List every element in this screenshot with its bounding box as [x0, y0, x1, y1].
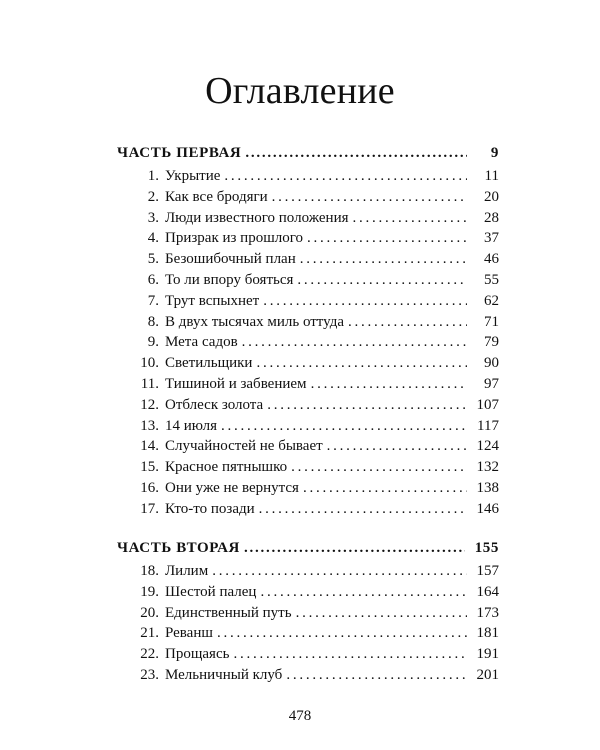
chapter-entry[interactable] — [135, 293, 499, 314]
part-label: ЧАСТЬ ПЕРВАЯ — [117, 145, 242, 161]
chapter-page-number: 201 — [476, 666, 499, 683]
chapter-entry[interactable] — [135, 397, 499, 418]
dot-leader — [296, 605, 467, 622]
chapter-title: Укрытие — [165, 168, 221, 184]
part-label: ЧАСТЬ ВТОРАЯ — [117, 540, 240, 556]
chapter-title: Трут вспыхнет — [165, 292, 260, 309]
chapter-entry[interactable] — [135, 314, 499, 335]
chapter-page-number: 164 — [476, 583, 499, 600]
chapter-title: Они уже не вернутся — [165, 479, 299, 496]
chapter-entry[interactable] — [135, 667, 499, 688]
chapter-title: Лилим — [165, 563, 209, 579]
chapter-title: Реванш — [165, 625, 213, 642]
chapter-number: 13. — [140, 417, 159, 434]
chapter-title: Тишиной и забвением — [165, 375, 307, 392]
chapter-title: Случайностей не бывает — [165, 438, 323, 455]
chapter-entry[interactable] — [135, 646, 499, 667]
chapter-page-number: 157 — [476, 563, 499, 579]
chapter-entry[interactable] — [135, 584, 499, 605]
dot-leader — [245, 145, 467, 162]
chapter-entry[interactable] — [135, 459, 499, 480]
chapter-number: 21. — [140, 625, 159, 642]
chapter-page-number: 79 — [484, 334, 499, 351]
dot-leader — [259, 501, 467, 518]
chapter-entry[interactable] — [135, 334, 499, 355]
dot-leader — [291, 459, 467, 476]
chapter-page-number: 132 — [476, 459, 499, 476]
chapter-page-number: 191 — [476, 646, 499, 663]
part-heading[interactable] — [117, 540, 499, 561]
dot-leader — [300, 251, 467, 268]
dot-leader — [217, 625, 467, 642]
chapter-entry[interactable] — [135, 168, 499, 189]
chapter-title: Прощаясь — [165, 646, 230, 663]
chapter-entry[interactable] — [135, 210, 499, 231]
page-number: 478 — [288, 708, 312, 724]
chapter-entry[interactable] — [135, 376, 499, 397]
chapter-title: Безошибочный план — [165, 251, 296, 268]
chapter-number: 19. — [140, 583, 159, 600]
dot-leader — [256, 355, 467, 372]
chapter-page-number: 46 — [484, 251, 499, 268]
chapter-number: 4. — [147, 230, 159, 247]
chapter-entry[interactable] — [135, 625, 499, 646]
dot-leader — [348, 314, 467, 331]
dot-leader — [263, 293, 467, 310]
part-page-number: 9 — [490, 145, 499, 161]
chapter-page-number: 37 — [484, 230, 499, 247]
chapter-title: Светильщики — [165, 355, 253, 372]
chapter-page-number: 124 — [476, 438, 499, 455]
chapter-entry[interactable] — [135, 230, 499, 251]
chapter-page-number: 97 — [484, 375, 499, 392]
dot-leader — [327, 438, 467, 455]
chapter-number: 2. — [147, 188, 159, 205]
chapter-list — [117, 168, 499, 522]
chapter-entry[interactable] — [135, 501, 499, 522]
chapter-title: Кто-то позади — [165, 500, 255, 517]
chapter-number: 15. — [140, 459, 159, 476]
chapter-entry[interactable] — [135, 605, 499, 626]
chapter-title: Единственный путь — [165, 604, 292, 621]
chapter-number: 16. — [140, 479, 159, 496]
chapter-title: То ли впору бояться — [165, 271, 294, 288]
chapter-number: 23. — [140, 666, 159, 683]
chapter-number: 18. — [140, 563, 159, 579]
chapter-title: Люди известного положения — [165, 209, 349, 226]
chapter-title: Красное пятнышко — [165, 459, 288, 476]
chapter-entry[interactable] — [135, 438, 499, 459]
chapter-page-number: 71 — [484, 313, 499, 330]
chapter-title: Призрак из прошлого — [165, 230, 304, 247]
part-heading[interactable] — [117, 145, 499, 166]
toc-part-1 — [117, 145, 499, 522]
chapter-number: 17. — [140, 500, 159, 517]
chapter-title: 14 июля — [165, 417, 217, 434]
chapter-number: 11. — [140, 375, 159, 392]
dot-leader — [260, 584, 467, 601]
chapter-number: 3. — [147, 209, 159, 226]
chapter-number: 7. — [147, 292, 159, 309]
chapter-number: 9. — [147, 334, 159, 351]
chapter-title: Мета садов — [165, 334, 238, 351]
chapter-page-number: 28 — [484, 209, 499, 226]
chapter-entry[interactable] — [135, 563, 499, 584]
chapter-page-number: 138 — [476, 479, 499, 496]
dot-leader — [212, 563, 467, 580]
dot-leader — [272, 189, 467, 206]
chapter-page-number: 181 — [476, 625, 499, 642]
chapter-entry[interactable] — [135, 251, 499, 272]
dot-leader — [311, 376, 467, 393]
dot-leader — [233, 646, 467, 663]
chapter-page-number: 173 — [476, 604, 499, 621]
chapter-title: Как все бродяги — [165, 188, 268, 205]
chapter-entry[interactable] — [135, 355, 499, 376]
chapter-page-number: 55 — [484, 271, 499, 288]
chapter-page-number: 90 — [484, 355, 499, 372]
chapter-title: В двух тысячах миль оттуда — [165, 313, 345, 330]
chapter-number: 22. — [140, 646, 159, 663]
dot-leader — [224, 168, 467, 185]
chapter-entry[interactable] — [135, 272, 499, 293]
chapter-page-number: 146 — [476, 500, 499, 517]
chapter-page-number: 62 — [484, 292, 499, 309]
chapter-number: 12. — [140, 396, 159, 413]
dot-leader — [267, 397, 467, 414]
chapter-number: 20. — [140, 604, 159, 621]
chapter-list — [117, 563, 499, 688]
chapter-page-number: 11 — [484, 168, 499, 184]
dot-leader — [297, 272, 467, 289]
dot-leader — [307, 230, 467, 247]
chapter-number: 8. — [147, 313, 159, 330]
chapter-entry[interactable] — [135, 189, 499, 210]
chapter-number: 5. — [147, 251, 159, 268]
chapter-title: Отблеск золота — [165, 396, 264, 413]
chapter-number: 1. — [147, 168, 159, 184]
dot-leader — [286, 667, 467, 684]
chapter-title: Шестой палец — [165, 583, 257, 600]
chapter-page-number: 107 — [476, 396, 499, 413]
chapter-number: 6. — [147, 271, 159, 288]
chapter-entry[interactable] — [135, 418, 499, 439]
dot-leader — [244, 540, 465, 557]
dot-leader — [242, 334, 467, 351]
chapter-entry[interactable] — [135, 480, 499, 501]
chapter-page-number: 117 — [477, 417, 499, 434]
dot-leader — [221, 418, 467, 435]
chapter-page-number: 20 — [484, 188, 499, 205]
toc-part-2 — [117, 540, 499, 688]
chapter-number: 10. — [140, 355, 159, 372]
part-page-number: 155 — [474, 540, 499, 556]
dot-leader — [303, 480, 467, 497]
dot-leader — [353, 210, 468, 227]
chapter-number: 14. — [140, 438, 159, 455]
page-title: Оглавление — [205, 70, 395, 112]
chapter-title: Мельничный клуб — [165, 666, 283, 683]
